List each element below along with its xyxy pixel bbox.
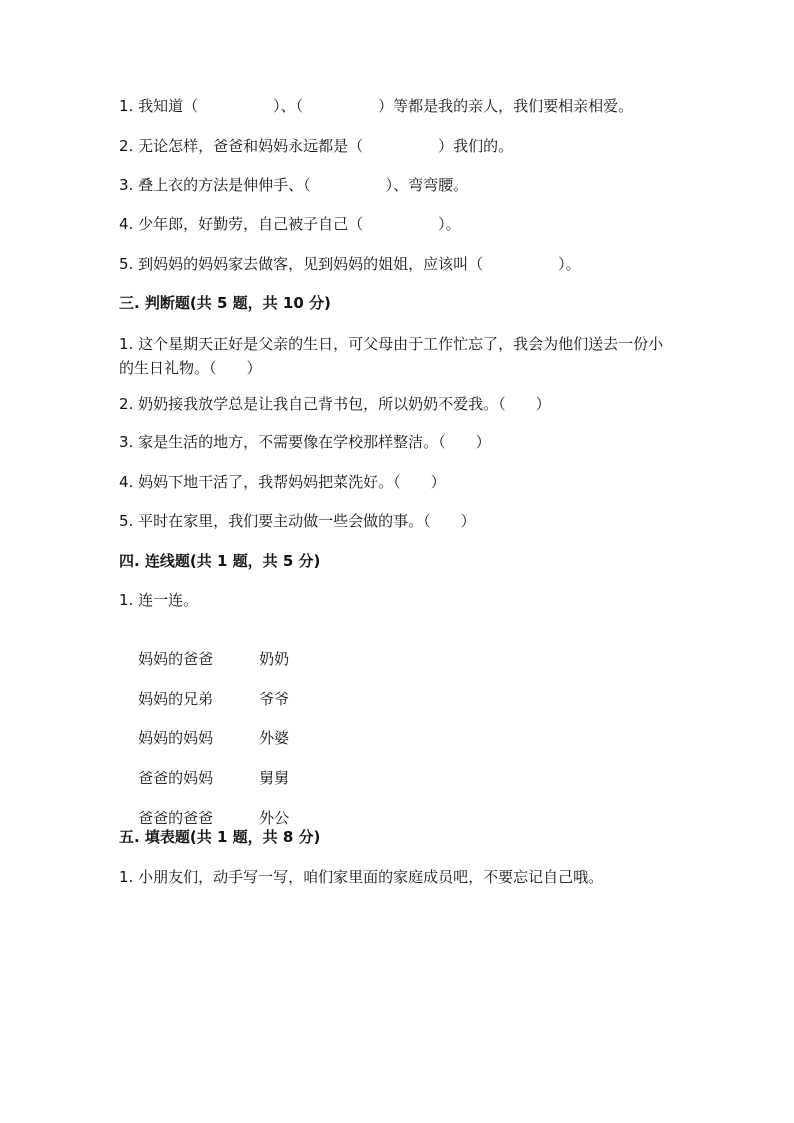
matching-left: 妈妈的妈妈 (138, 729, 214, 747)
matching-left: 妈妈的兄弟 (138, 690, 214, 708)
matching-question: 1. 连一连。 (119, 591, 199, 609)
section-heading-judgment: 三. 判断题(共 5 题，共 10 分) (119, 294, 331, 312)
matching-left: 妈妈的爸爸 (138, 650, 214, 668)
judge-item-3: 3. 家是生活的地方，不需要像在学校那样整洁。（ ） (119, 433, 491, 451)
matching-left: 爸爸的妈妈 (138, 769, 214, 787)
fill-item-1: 1. 我知道（ ）、（ ）等都是我的亲人，我们要相亲相爱。 (119, 97, 634, 115)
fill-item-3: 3. 叠上衣的方法是伸伸手、（ ）、弯弯腰。 (119, 176, 469, 194)
fill-item-2: 2. 无论怎样，爸爸和妈妈永远都是（ ）我们的。 (119, 137, 514, 155)
matching-right: 奶奶 (259, 650, 290, 668)
matching-left: 爸爸的爸爸 (138, 809, 214, 827)
judge-item-1: 1. 这个星期天正好是父亲的生日，可父母由于工作忙忘了，我会为他们送去一份小的生日礼物。（ ） (119, 335, 664, 377)
fill-item-5: 5. 到妈妈的妈妈家去做客，见到妈妈的姐姐，应该叫（ ）。 (119, 255, 581, 273)
matching-right: 舅舅 (259, 769, 290, 787)
fill-item-4: 4. 少年郎，好勤劳，自己被子自己（ ）。 (119, 215, 461, 233)
judge-item-5: 5. 平时在家里，我们要主动做一些会做的事。（ ） (119, 512, 476, 530)
matching-right: 爷爷 (259, 690, 290, 708)
matching-right: 外婆 (259, 729, 290, 747)
matching-right: 外公 (259, 809, 290, 827)
judge-item-4: 4. 妈妈下地干活了，我帮妈妈把菜洗好。（ ） (119, 473, 446, 491)
judge-item-2: 2. 奶奶接我放学总是让我自己背书包，所以奶奶不爱我。（ ） (119, 395, 551, 413)
section-heading-matching: 四. 连线题(共 1 题，共 5 分) (119, 552, 321, 570)
table-question: 1. 小朋友们，动手写一写，咱们家里面的家庭成员吧，不要忘记自己哦。 (119, 868, 604, 886)
section-heading-table: 五. 填表题(共 1 题，共 8 分) (119, 828, 321, 846)
